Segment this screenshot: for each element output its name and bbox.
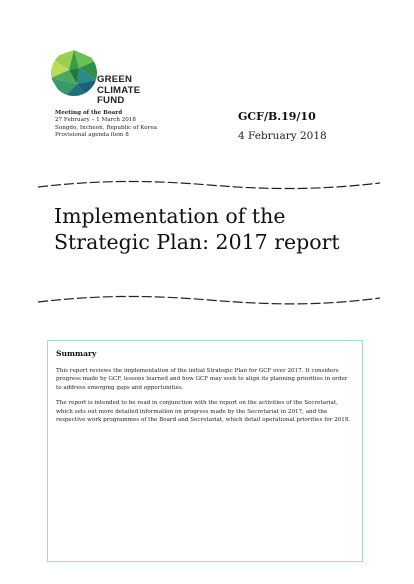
summary-heading: Summary (56, 349, 97, 358)
title-line-1: Implementation of the (54, 204, 286, 228)
summary-paragraph-1: This report reviews the implementation of the initial Strategic Plan for GCF over 2017. It considers progress made by GCF, lessons learned and how GCF may seek to align its planning priorities in order to address emerging gaps and opportunities. (56, 368, 348, 391)
document-code: GCF/B.19/10 (238, 110, 316, 123)
logo-line-climate: CLIMATE (97, 84, 141, 96)
meeting-dates: 27 February – 1 March 2018 (55, 117, 136, 124)
document-reference (238, 110, 327, 142)
meeting-title: Meeting of the Board (55, 110, 123, 116)
document-date: 4 February 2018 (238, 130, 327, 142)
document-title (54, 203, 374, 255)
wavy-divider-bottom (38, 294, 380, 308)
meeting-info (55, 110, 157, 140)
title-line-2: Strategic Plan: 2017 report (54, 230, 340, 254)
gcf-globe-logo-icon (49, 48, 99, 98)
summary-box (47, 340, 363, 562)
meeting-agenda-item: Provisional agenda item 8 (55, 132, 129, 139)
gcf-logo-wordmark (97, 75, 140, 107)
summary-paragraph-2: The report is intended to be read in conjunction with the report on the activities of the Secretariat, which sets out more detailed information on progress made by the Secretariat in 2017, and the respective work programmes of the Board and Secretariat, which detail operational priorities for 2018. (56, 400, 351, 424)
logo-line-green: GREEN (97, 74, 133, 85)
wavy-divider-top (38, 178, 380, 192)
meeting-location: Songdo, Incheon, Republic of Korea (55, 124, 157, 131)
logo-line-fund: FUND (97, 95, 125, 106)
